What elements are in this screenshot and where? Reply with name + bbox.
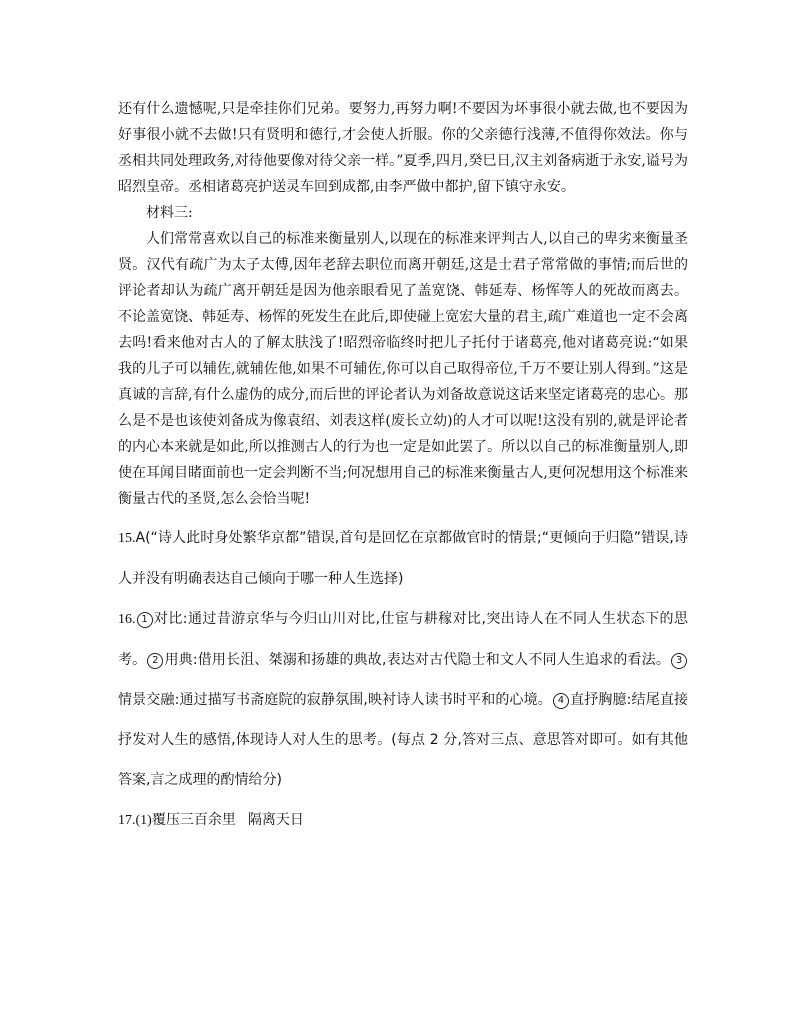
answer-16-scoring-note: (每点 2 分,答对三点、意思答对即可。如有其他答案,言之成理的酌情给分) (118, 732, 689, 788)
answer-16 (118, 599, 688, 800)
answer-key (118, 518, 688, 841)
answer-16-point-1: 对比:通过昔游京华与今归山川对比,仕宦与耕稼对比,突出诗人在不同人生状态下的思考。 (118, 611, 688, 668)
question-number: 16. (118, 612, 136, 627)
circled-number-3: 3 (671, 653, 687, 669)
answer-16-point-3: 情景交融:通过描写书斋庭院的寂静氛围,映衬诗人读书时平和的心境。 (118, 692, 552, 708)
answer-17 (118, 800, 688, 841)
question-number: 15. (118, 531, 136, 546)
document-page (118, 96, 688, 841)
circled-number-4: 4 (553, 693, 569, 709)
material-2-tail: 还有什么遗憾呢,只是牵挂你们兄弟。要努力,再努力啊!不要因为坏事很小就去做,也不要因为好事很小就不去做!只有贤明和德行,才会使人折服。你的父亲德行浅薄,不值得你效法。你与丞相共同处理政务,对待他要像对待父亲一样。”夏季,四月,癸巳日,汉主刘备病逝于永安,谥号为昭烈皇帝。丞相诸葛亮护送灵车回到成都,由李严做中都护,留下镇守永安。 (118, 101, 688, 195)
material-3-body: 人们常常喜欢以自己的标准来衡量别人,以现在的标准来评判古人,以自己的卑劣来衡量圣贤。汉代有疏广为太子太傅,因年老辞去职位而离开朝廷,这是士君子常常做的事情;而后世的评论者却认为疏广离开朝廷是因为他亲眼看见了盖宽饶、韩延寿、杨恽等人的死故而离去。不论盖宽饶、韩延寿、杨恽的死发生在此后,即使碰上宽宏大量的君主,疏广难道也一定不会离去吗!看来他对古人的了解太肤浅了!昭烈帝临终时把儿子托付于诸葛亮,他对诸葛亮说:“如果我的儿子可以辅佐,就辅佐他,如果不可辅佐,你可以自己取得帝位,千万不要让别人得到。”这是真诚的言辞,有什么虚伪的成分,而后世的评论者认为刘备故意说这话来坚定诸葛亮的忠心。那么是不是也该使刘备成为像袁绍、刘表这样(废长立幼)的人才可以呢!这没有别的,就是评论者的内心本来就是如此,所以推测古人的行为也一定是如此罢了。所以以自己的标准衡量别人,即使在耳闻目睹面前也一定会判断不当;何况想用自己的标准来衡量古人,更何况想用这个标准来衡量古代的圣贤,怎么会恰当呢! (118, 231, 688, 507)
answer-15 (118, 518, 688, 599)
answer-17-line-1: 覆压三百余里 (151, 812, 236, 828)
answer-17-line-2: 隔离天日 (247, 812, 304, 828)
circled-number-2: 2 (147, 653, 163, 669)
material-3-heading: 材料三: (146, 205, 193, 221)
answer-16-point-4: 直抒胸臆:结尾直接抒发对人生的感悟,体现诗人对人生的思考。 (118, 692, 688, 748)
reading-materials (118, 96, 688, 512)
answer-16-point-2: 用典:借用长沮、桀溺和扬雄的典故,表达对古代隐士和文人不同人生追求的看法。 (164, 652, 670, 668)
question-number: 17. (118, 813, 136, 828)
circled-number-1: 1 (137, 612, 153, 628)
sub-question-number: (1) (135, 813, 152, 828)
answer-15-text: A(“诗人此时身处繁华京都”错误,首句是回忆在京都做官时的情景;“更倾向于归隐”错误,诗人并没有明确表达自己倾向于哪一种人生选择) (118, 530, 688, 587)
